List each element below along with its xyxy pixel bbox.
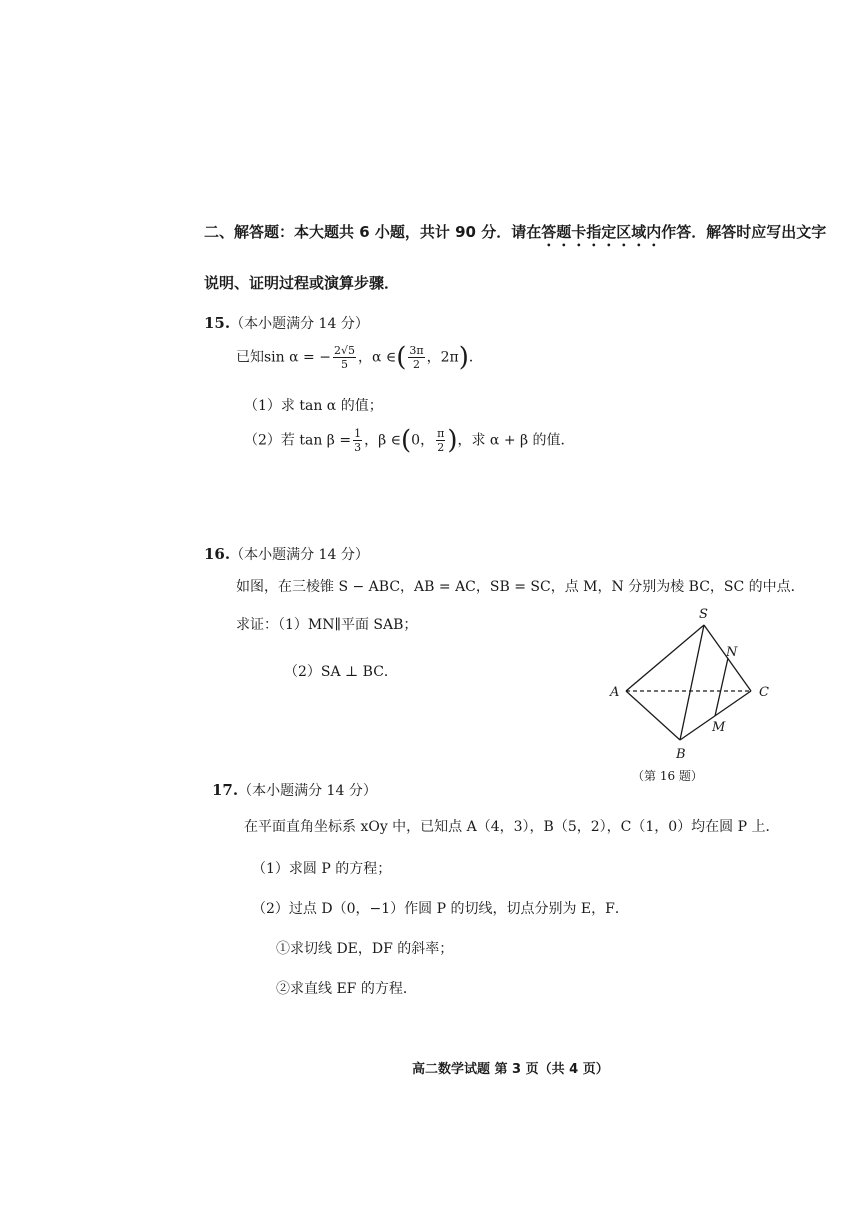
q17-sub1: ①求切线 DE，DF 的斜率； — [276, 941, 454, 957]
q15-header — [204, 313, 369, 333]
right-paren: ) — [458, 342, 469, 373]
section-heading-line2: 说明、证明过程或演算步骤． — [204, 274, 400, 292]
q15-part2-b: ，β ∈ — [364, 432, 401, 449]
edge-AB — [626, 691, 680, 740]
label-C: C — [759, 685, 769, 700]
q15-fraction-2sqrt5-over-5 — [333, 344, 356, 371]
q15-given-prefix: 已知 — [236, 349, 264, 366]
q15-given — [236, 344, 483, 371]
q17-part1: （1）求圆 P 的方程； — [252, 861, 392, 877]
section-heading-pre: 二、解答题：本大题共 6 小题，共计 90 分．请在 — [204, 223, 542, 241]
figure-caption: （第 16 题） — [632, 769, 703, 783]
q17-stem: 在平面直角坐标系 xOy 中，已知点 A（4，3），B（5，2），C（1，0）均在圆 P 上． — [244, 819, 780, 835]
q15-part1: （1）求 tan α 的值； — [244, 398, 383, 414]
q15-frac2-den: 2 — [413, 358, 421, 371]
label-B: B — [676, 747, 686, 762]
q16-header — [204, 544, 369, 564]
q17-sub2: ②求直线 EF 的方程． — [276, 981, 417, 997]
page-footer: 高二数学试题 第 3 页（共 4 页） — [412, 1062, 609, 1077]
q16-stem: 如图，在三棱锥 S − ABC，AB = AC，SB = SC，点 M，N 分别为棱 BC，SC 的中点． — [236, 579, 805, 595]
q15-two-pi: ，2π — [426, 349, 459, 366]
q15-fraction-pi-over-2 — [436, 427, 445, 454]
label-S: S — [699, 607, 708, 622]
section-heading-emphasis: 答题卡指定区域内 — [541, 223, 662, 241]
q15-frac4-den: 2 — [437, 441, 445, 454]
left-paren: ( — [401, 425, 412, 456]
q15-frac1-den: 5 — [340, 358, 348, 371]
q15-frac3-den: 3 — [354, 441, 362, 454]
q15-part2-a: （2）若 tan β = — [244, 432, 352, 449]
q15-zero: 0， — [411, 432, 435, 449]
q15-sin-alpha: sin α = − — [264, 349, 331, 366]
q15-frac3-num: 1 — [354, 427, 362, 440]
section-heading-post: 作答．解答时应写出文字 — [661, 223, 827, 241]
right-paren: ) — [447, 425, 458, 456]
q15-part2-c: ，求 α + β 的值． — [457, 432, 575, 449]
q15-frac4-num: π — [437, 427, 445, 440]
q16-proof2: （2）SA ⊥ BC． — [284, 664, 398, 680]
label-A: A — [610, 685, 620, 700]
q15-points: （本小题满分 14 分） — [230, 316, 369, 332]
q16-proof1: 求证：（1）MN∥平面 SAB； — [236, 617, 418, 633]
q15-frac1-num: 2√5 — [333, 344, 355, 357]
label-N: N — [726, 645, 738, 660]
tetrahedron-figure — [600, 600, 780, 790]
q15-alpha-in: ，α ∈ — [357, 349, 397, 366]
label-M: M — [712, 720, 726, 735]
q17-number: 17. — [212, 781, 239, 799]
q16-points: （本小题满分 14 分） — [230, 547, 369, 563]
q17-header — [212, 780, 377, 800]
left-paren: ( — [396, 342, 407, 373]
q15-end: ． — [468, 349, 483, 366]
segment-MN — [715, 658, 728, 716]
q15-fraction-3pi-over-2 — [408, 344, 424, 371]
section-heading — [204, 221, 826, 250]
q16-number: 16. — [204, 545, 231, 563]
q15-frac2-num: 3π — [409, 344, 424, 357]
q17-part2: （2）过点 D（0，−1）作圆 P 的切线，切点分别为 E，F． — [252, 901, 629, 917]
q17-points: （本小题满分 14 分） — [238, 783, 377, 799]
q15-number: 15. — [204, 314, 231, 332]
q15-fraction-1-over-3 — [353, 427, 362, 454]
q15-part2 — [244, 427, 575, 454]
